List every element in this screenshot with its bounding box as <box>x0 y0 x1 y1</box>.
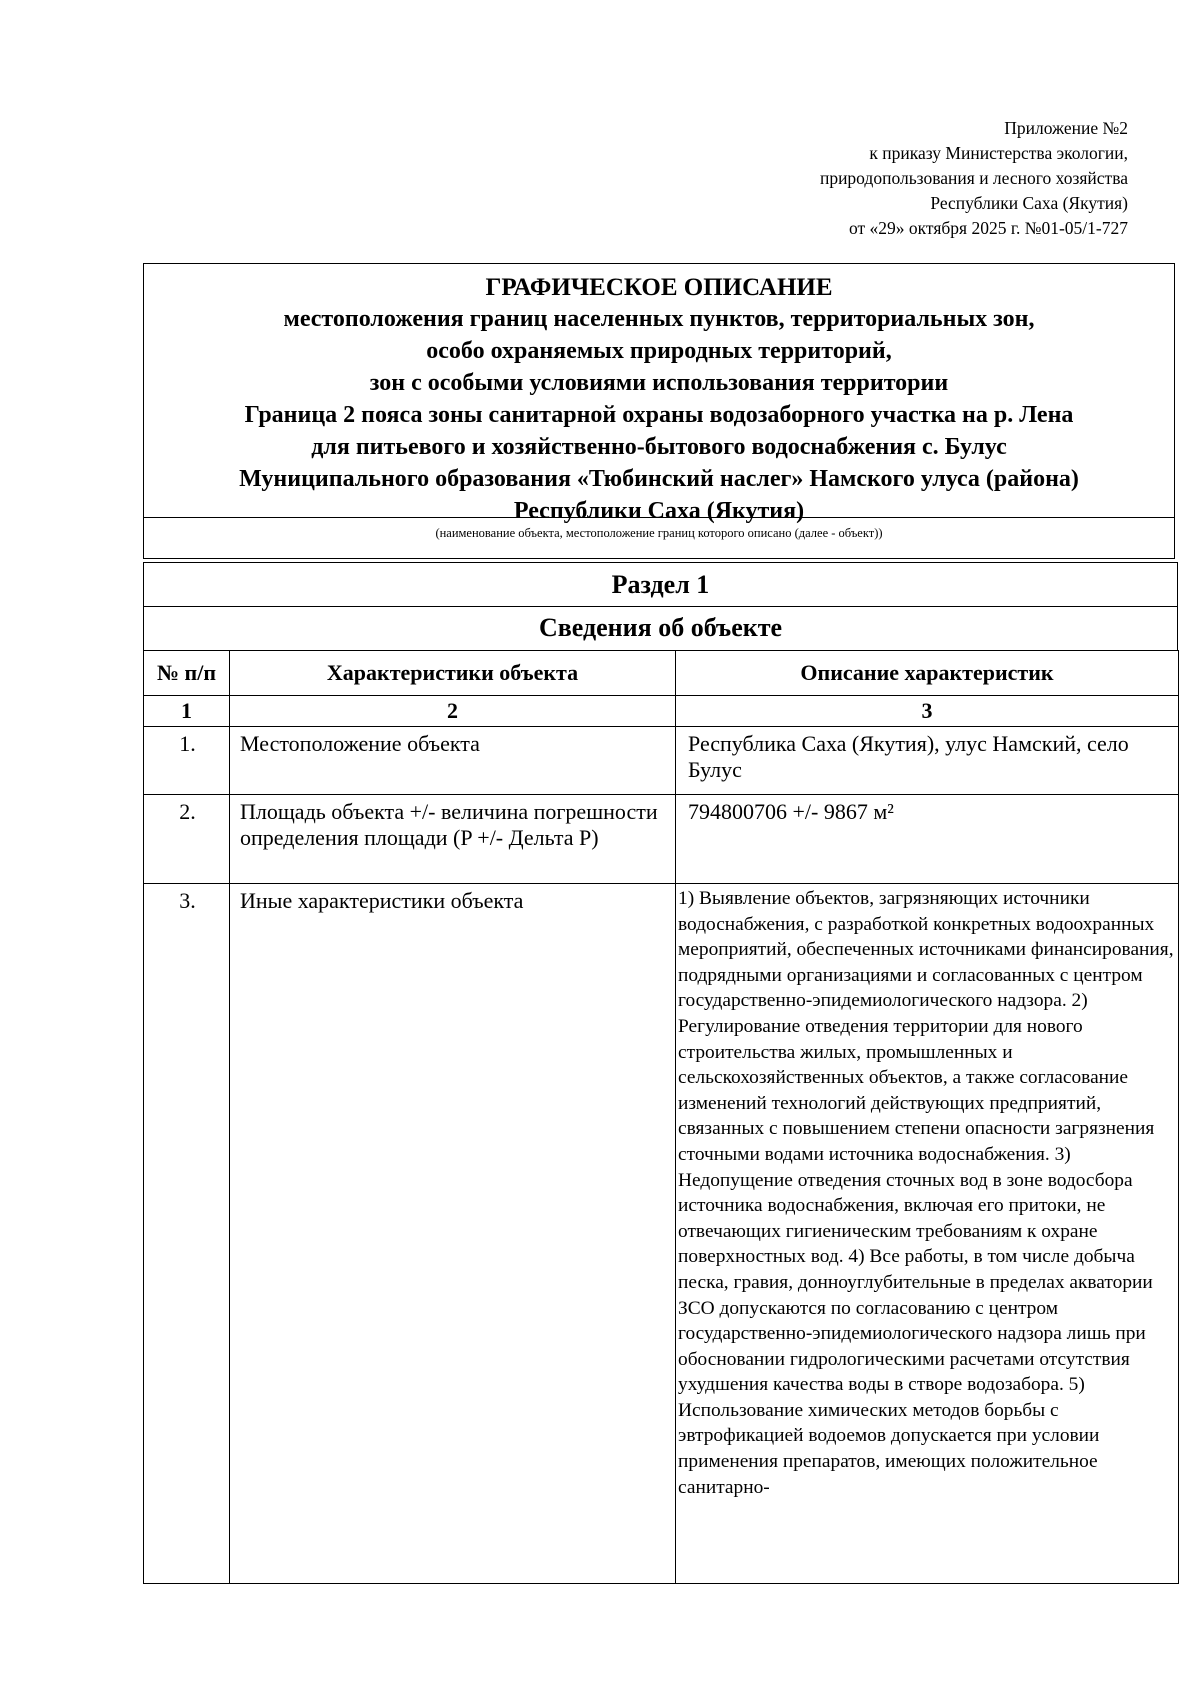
header-line: Республики Саха (Якутия) <box>513 498 805 524</box>
column-number: 2 <box>230 696 676 727</box>
section-subtitle: Сведения об объекте <box>143 607 1178 651</box>
table-column-number-row <box>144 696 1179 727</box>
table-row <box>144 727 1179 795</box>
column-header: Характеристики объекта <box>230 651 676 696</box>
column-header: № п/п <box>144 651 230 696</box>
row-description: 1) Выявление объектов, загрязняющих источники водоснабжения, с разработкой конкретных водоохранных мероприятий, обеспеченных источниками финансирования, подрядными организациями и согласованных с центром государственно-эпидемиологического надзора. 2) Регулирование отведения территории для нового строительства жилых, промышленных и сельскохозяйственных объектов, а также согласование изменений технологий действующих предприятий, связанных с повышением степени опасности загрязнения сточными водами источника водоснабжения. 3) Недопущение отведения сточных вод в зоне водосбора источника водоснабжения, включая его притоки, не отвечающих гигиеническим требованиям к охране поверхностных вод. 4) Все работы, в том числе добыча песка, гравия, донноуглубительные в пределах акватории ЗСО допускаются по согласованию с центром государственно-эпидемиологического надзора лишь при обосновании гидрологическими расчетами отсутствия ухудшения качества воды в створе водозабора. 5) Использование химических методов борьбы с эвтрофикацией водоемов допускается при условии применения препаратов, имеющих положительное санитарно- <box>676 884 1179 1584</box>
section-label: Раздел 1 <box>143 562 1178 607</box>
header-line: Граница 2 пояса зоны санитарной охраны водозаборного участка на р. Лена <box>244 402 1074 428</box>
row-characteristic: Иные характеристики объекта <box>230 884 676 1584</box>
header-line: зон с особыми условиями использования территории <box>369 370 949 396</box>
table-row <box>144 795 1179 884</box>
appendix-line: от «29» октября 2025 г. №01-05/1-727 <box>848 218 1128 238</box>
row-characteristic: Площадь объекта +/- величина погрешности определения площади (P +/- Дельта P) <box>230 795 676 884</box>
appendix-block <box>528 116 1128 241</box>
row-characteristic: Местоположение объекта <box>230 727 676 795</box>
header-line: местоположения границ населенных пунктов, территориальных зон, <box>283 306 1035 332</box>
row-description: 794800706 +/- 9867 м² <box>676 795 1179 884</box>
row-number: 3. <box>144 884 230 1584</box>
header-line: Муниципального образования «Тюбинский наслег» Намского улуса (района) <box>239 466 1079 492</box>
row-description: Республика Саха (Якутия), улус Намский, село Булус <box>676 727 1179 795</box>
document-title: ГРАФИЧЕСКОЕ ОПИСАНИЕ <box>485 274 833 301</box>
appendix-line: Приложение №2 <box>1004 118 1128 138</box>
table-header-row <box>144 651 1179 696</box>
object-info-table <box>143 650 1179 1584</box>
row-number: 1. <box>144 727 230 795</box>
column-number: 3 <box>676 696 1179 727</box>
object-caption: (наименование объекта, местоположение границ которого описано (далее - объект)) <box>143 518 1175 559</box>
appendix-line: к приказу Министерства экологии, <box>869 143 1128 163</box>
header-line: особо охраняемых природных территорий, <box>426 338 892 364</box>
table-row <box>144 884 1179 1584</box>
appendix-line: Республики Саха (Якутия) <box>930 193 1128 213</box>
document-header <box>143 263 1175 524</box>
column-number: 1 <box>144 696 230 727</box>
column-header: Описание характеристик <box>676 651 1179 696</box>
appendix-line: природопользования и лесного хозяйства <box>819 168 1128 188</box>
row-number: 2. <box>144 795 230 884</box>
header-line: для питьевого и хозяйственно-бытового водоснабжения с. Булус <box>311 434 1007 460</box>
